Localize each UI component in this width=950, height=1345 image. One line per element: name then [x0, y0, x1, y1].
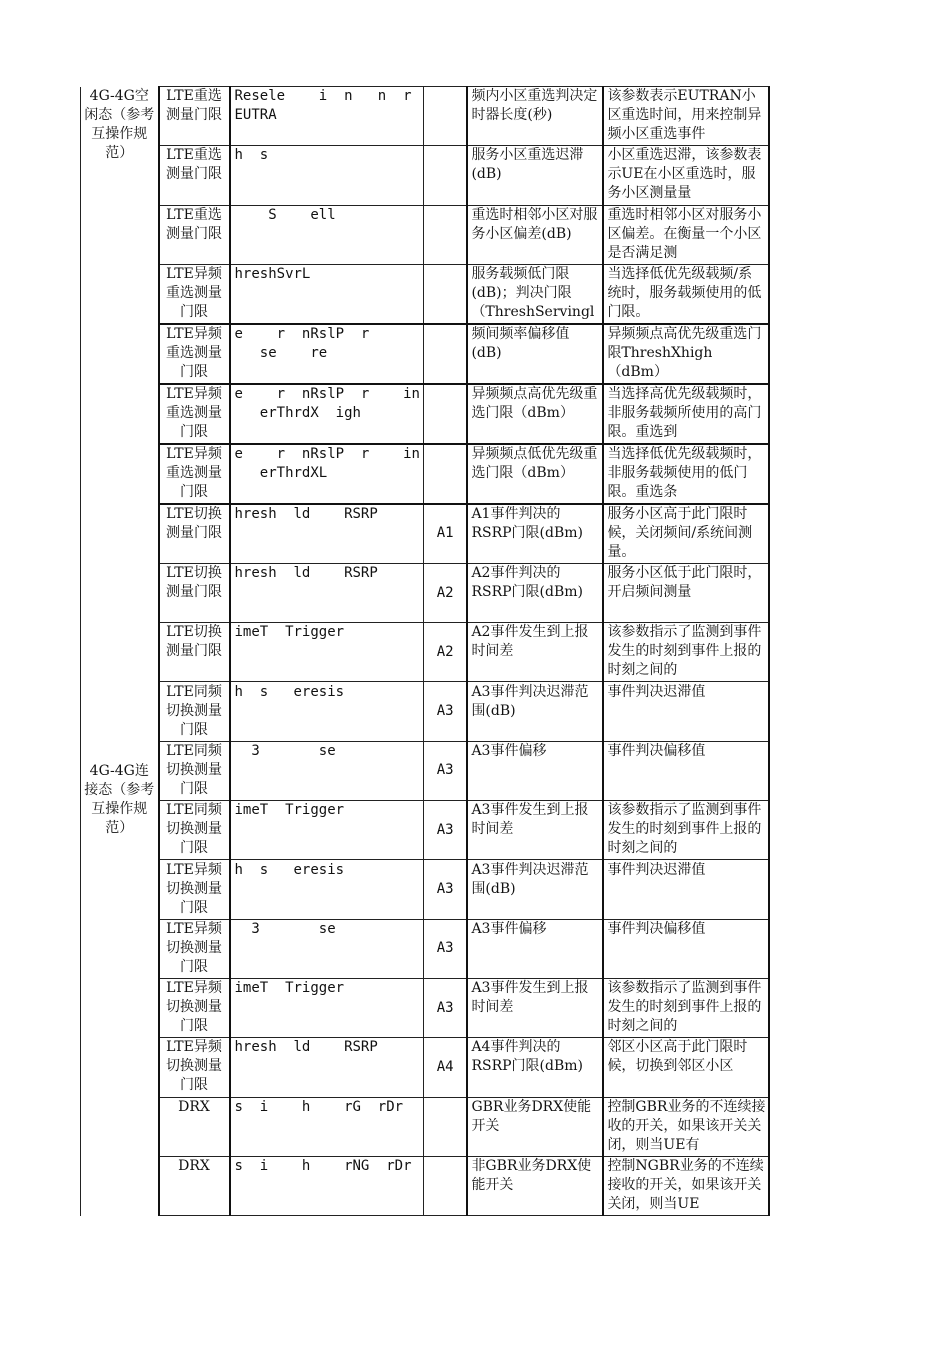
- row-note-text: 该参数指示了监测到事件发生的时刻到事件上报的时刻之间的: [607, 802, 762, 857]
- row-description: [467, 384, 603, 444]
- row-note-text: 邻区小区高于此门限时候，切换到邻区小区: [607, 1039, 748, 1075]
- row-note-text: 事件判决迟滞值: [607, 861, 706, 878]
- row-category-text: LTE切换测量门限: [166, 505, 222, 541]
- row-parameter: [230, 324, 424, 384]
- row-note: [603, 860, 769, 919]
- row-event: A3: [423, 741, 467, 800]
- row-parameter: [230, 682, 424, 741]
- row-parameter: [230, 978, 424, 1037]
- row-event: [423, 1156, 467, 1215]
- row-category-text: LTE异频重选测量门限: [166, 325, 222, 380]
- row-event: A3: [423, 682, 467, 741]
- row-note: [603, 978, 769, 1037]
- row-description-text: 服务小区重选迟滞(dB): [471, 147, 584, 183]
- row-note: [603, 146, 769, 205]
- row-event: A3: [423, 919, 467, 978]
- row-parameter-text: s i h rNG rDr: [234, 1158, 412, 1174]
- row-event: [423, 1097, 467, 1156]
- row-parameter: [230, 444, 424, 504]
- row-parameter: [230, 919, 424, 978]
- row-parameter-text: s i h rG rDr: [234, 1098, 404, 1115]
- row-description: [467, 87, 603, 146]
- row-note-text: 异频频点高优先级重选门限ThreshXhigh（dBm）: [607, 325, 762, 380]
- row-category: [159, 682, 230, 741]
- row-description-text: A2事件发生到上报时间差: [471, 624, 589, 660]
- row-parameter-text: imeT Trigger: [234, 624, 345, 641]
- row-category-text: LTE重选测量门限: [166, 147, 222, 183]
- row-description-text: A3事件偏移: [471, 742, 547, 759]
- row-description: [467, 801, 603, 860]
- row-note-text: 服务小区高于此门限时候，关闭频间/系统间测量。: [607, 505, 753, 560]
- row-description-text: A1事件判决的RSRP门限(dBm): [471, 505, 583, 541]
- table-row: [81, 978, 770, 1037]
- row-event: [423, 444, 467, 504]
- row-note: [603, 264, 769, 324]
- row-category-text: LTE异频切换测量门限: [166, 980, 222, 1035]
- row-description: [467, 682, 603, 741]
- row-description-text: A3事件发生到上报时间差: [471, 802, 589, 838]
- row-description: [467, 623, 603, 682]
- row-note: [603, 1156, 769, 1215]
- table-row: [81, 87, 770, 146]
- row-description-text: A2事件判决的RSRP门限(dBm): [471, 565, 583, 601]
- row-parameter: [230, 205, 424, 264]
- row-category-text: LTE异频切换测量门限: [166, 920, 222, 975]
- row-note: [603, 1097, 769, 1156]
- row-parameter-text: h s: [234, 147, 269, 164]
- table-row: [81, 146, 770, 205]
- row-event: [423, 205, 467, 264]
- table-row: [81, 324, 770, 384]
- row-parameter: [230, 146, 424, 205]
- row-category-text: LTE同频切换测量门限: [166, 742, 222, 797]
- row-parameter: [230, 860, 424, 919]
- row-parameter-text: Resele i n n r EUTRA: [234, 88, 412, 124]
- table-row: [81, 264, 770, 324]
- table-row: [81, 444, 770, 504]
- row-parameter: [230, 563, 424, 622]
- row-event: [423, 87, 467, 146]
- table-row: [81, 563, 770, 622]
- row-description: [467, 324, 603, 384]
- row-parameter: [230, 504, 424, 564]
- row-note-text: 事件判决偏移值: [607, 920, 706, 937]
- row-category-text: LTE异频切换测量门限: [166, 1039, 222, 1094]
- table-row: [81, 504, 770, 564]
- row-description-text: 异频频点低优先级重选门限（dBm）: [471, 445, 598, 481]
- row-note: [603, 623, 769, 682]
- row-description: [467, 504, 603, 564]
- group-label: [81, 1097, 159, 1216]
- row-parameter: [230, 1156, 424, 1215]
- row-event: [423, 324, 467, 384]
- row-note-text: 当选择高优先级载频时，非服务载频所使用的高门限。重选到: [607, 385, 762, 440]
- row-parameter-text: h s eresis: [234, 861, 345, 878]
- row-category-text: LTE同频切换测量门限: [166, 802, 222, 857]
- row-description-text: A3事件判决迟滞范围(dB): [471, 861, 589, 897]
- parameter-table: [80, 86, 770, 1216]
- group-label: 4G-4G空闲态（参考互操作规范）: [81, 87, 159, 504]
- row-description: [467, 205, 603, 264]
- row-note: [603, 563, 769, 622]
- row-event: A3: [423, 801, 467, 860]
- row-category: [159, 146, 230, 205]
- row-category: [159, 384, 230, 444]
- row-note: [603, 504, 769, 564]
- row-description: [467, 860, 603, 919]
- row-note-text: 事件判决偏移值: [607, 742, 706, 759]
- row-category: [159, 563, 230, 622]
- row-category: [159, 919, 230, 978]
- row-category: [159, 801, 230, 860]
- row-parameter: [230, 1038, 424, 1097]
- row-parameter-text: e r nRslP r se re: [234, 325, 370, 361]
- group-label: 4G-4G连接态（参考互操作规范）: [81, 504, 159, 1097]
- row-event: A4: [423, 1038, 467, 1097]
- table-row: [81, 623, 770, 682]
- row-event: A1: [423, 504, 467, 564]
- row-parameter: [230, 801, 424, 860]
- table-row: [81, 1097, 770, 1156]
- row-parameter: [230, 384, 424, 444]
- row-note: [603, 741, 769, 800]
- row-category-text: DRX: [178, 1098, 210, 1115]
- row-category-text: LTE重选测量门限: [166, 206, 222, 242]
- row-category: [159, 1097, 230, 1156]
- table-row: [81, 801, 770, 860]
- row-event: A2: [423, 563, 467, 622]
- row-note: [603, 919, 769, 978]
- row-category: [159, 87, 230, 146]
- table-row: [81, 1156, 770, 1215]
- row-parameter-text: 3 se: [234, 742, 336, 759]
- row-parameter-text: h s eresis: [234, 683, 345, 700]
- row-event: A3: [423, 978, 467, 1037]
- row-event: [423, 146, 467, 205]
- row-note-text: 该参数指示了监测到事件发生的时刻到事件上报的时刻之间的: [607, 980, 762, 1035]
- row-description-text: 服务载频低门限(dB)；判决门限（ThreshServingl: [471, 265, 595, 320]
- row-category: [159, 444, 230, 504]
- table-row: [81, 1038, 770, 1097]
- row-description-text: 异频频点高优先级重选门限（dBm）: [471, 385, 598, 421]
- row-description: [467, 978, 603, 1037]
- row-category: [159, 623, 230, 682]
- row-note: [603, 87, 769, 146]
- row-category: [159, 741, 230, 800]
- table-row: [81, 205, 770, 264]
- row-description: [467, 1156, 603, 1215]
- row-description-text: 频间频率偏移值(dB): [471, 325, 570, 361]
- row-category: [159, 860, 230, 919]
- row-note-text: 重选时相邻小区对服务小区偏差。在衡量一个小区是否满足测: [607, 206, 762, 261]
- row-parameter-text: imeT Trigger: [234, 980, 345, 997]
- row-note-text: 当选择低优先级载频/系统时，服务载频使用的低门限。: [607, 265, 762, 320]
- row-parameter-text: hresh ld RSRP: [234, 565, 378, 582]
- table-row: [81, 741, 770, 800]
- row-parameter-text: e r nRslP r in erThrdXL: [234, 445, 420, 481]
- row-parameter: [230, 264, 424, 324]
- row-category-text: LTE重选测量门限: [166, 88, 222, 124]
- row-parameter-text: hresh ld RSRP: [234, 505, 378, 522]
- row-category: [159, 1038, 230, 1097]
- row-parameter: [230, 741, 424, 800]
- row-category-text: LTE切换测量门限: [166, 624, 222, 660]
- row-note: [603, 205, 769, 264]
- row-description-text: 非GBR业务DRX使能开关: [471, 1158, 592, 1193]
- row-description: [467, 1038, 603, 1097]
- row-parameter-text: hreshSvrL: [234, 265, 311, 282]
- row-parameter: [230, 1097, 424, 1156]
- row-category: [159, 978, 230, 1037]
- table-row: [81, 384, 770, 444]
- row-parameter-text: imeT Trigger: [234, 802, 345, 819]
- row-note-text: 控制GBR业务的不连续接收的开关，如果该开关关闭，则当UE有: [607, 1098, 766, 1153]
- row-category-text: LTE同频切换测量门限: [166, 683, 222, 738]
- row-category-text: LTE异频切换测量门限: [166, 861, 222, 916]
- row-description: [467, 444, 603, 504]
- row-description-text: GBR业务DRX使能开关: [471, 1098, 592, 1134]
- table-row: [81, 682, 770, 741]
- row-description: [467, 919, 603, 978]
- row-note: [603, 444, 769, 504]
- row-category: [159, 504, 230, 564]
- row-note-text: 小区重选迟滞，该参数表示UE在小区重选时，服务小区测量量: [607, 147, 762, 202]
- row-category: [159, 1156, 230, 1215]
- row-note: [603, 682, 769, 741]
- row-description-text: A3事件判决迟滞范围(dB): [471, 683, 589, 719]
- row-category-text: LTE异频重选测量门限: [166, 265, 222, 320]
- row-description: [467, 264, 603, 324]
- row-note: [603, 324, 769, 384]
- row-note-text: 该参数指示了监测到事件发生的时刻到事件上报的时刻之间的: [607, 624, 762, 679]
- row-description: [467, 563, 603, 622]
- row-parameter-text: hresh ld RSRP: [234, 1039, 378, 1056]
- row-parameter: [230, 623, 424, 682]
- row-description-text: A3事件发生到上报时间差: [471, 980, 589, 1016]
- row-event: [423, 264, 467, 324]
- row-event: A3: [423, 860, 467, 919]
- row-category: [159, 205, 230, 264]
- row-category: [159, 264, 230, 324]
- row-parameter-text: 3 se: [234, 920, 336, 937]
- row-note-text: 控制NGBR业务的不连续接收的开关，如果该开关关闭，则当UE: [607, 1158, 764, 1212]
- row-note: [603, 1038, 769, 1097]
- row-category-text: LTE异频重选测量门限: [166, 445, 222, 500]
- row-note-text: 服务小区低于此门限时，开启频间测量: [607, 565, 762, 601]
- row-description-text: A3事件偏移: [471, 920, 547, 937]
- row-note: [603, 384, 769, 444]
- row-parameter-text: e r nRslP r in erThrdX igh: [234, 385, 420, 421]
- row-description-text: 重选时相邻小区对服务小区偏差(dB): [471, 206, 598, 242]
- row-category-text: LTE切换测量门限: [166, 565, 222, 601]
- row-note-text: 该参数表示EUTRAN小区重选时间，用来控制异频小区重选事件: [607, 88, 762, 143]
- row-description: [467, 1097, 603, 1156]
- row-description-text: A4事件判决的RSRP门限(dBm): [471, 1039, 583, 1075]
- row-parameter-text: S ell: [234, 206, 336, 223]
- row-note-text: 事件判决迟滞值: [607, 683, 706, 700]
- row-parameter: [230, 87, 424, 146]
- row-event: [423, 384, 467, 444]
- row-event: A2: [423, 623, 467, 682]
- row-category: [159, 324, 230, 384]
- table-row: [81, 860, 770, 919]
- row-category-text: DRX: [178, 1158, 210, 1174]
- row-description: [467, 741, 603, 800]
- row-note-text: 当选择低优先级载频时，非服务载频使用的低门限。重选条: [607, 445, 762, 500]
- row-category-text: LTE异频重选测量门限: [166, 385, 222, 440]
- row-description: [467, 146, 603, 205]
- row-description-text: 频内小区重选判决定时器长度(秒): [471, 88, 598, 124]
- row-note: [603, 801, 769, 860]
- table-row: [81, 919, 770, 978]
